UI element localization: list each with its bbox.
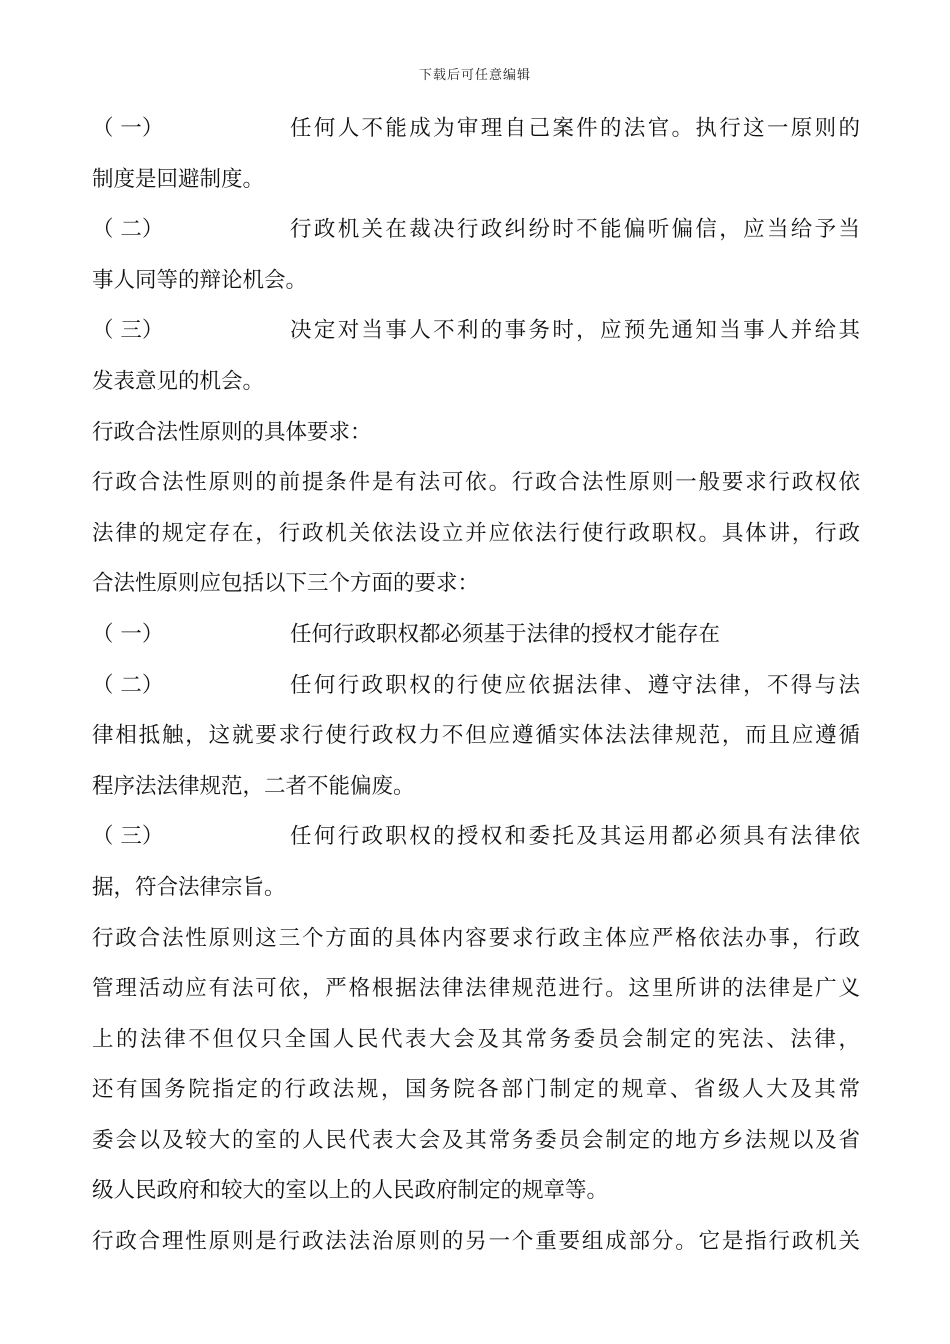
paragraph-text: 决定对当事人不利的事务时，应预先通知当事人并给其 — [290, 318, 860, 344]
paragraph-line: 级人民政府和较大的室以上的人民政府制定的规章等。 — [92, 1178, 609, 1204]
paragraph-line: 发表意见的机会。 — [92, 368, 265, 394]
paragraph-line: 行政合法性原则这三个方面的具体内容要求行政主体应严格依法办事，行政 — [92, 925, 860, 951]
paragraph-text: 任何行政职权的行使应依据法律、遵守法律，不得与法 — [290, 672, 860, 698]
paragraph-line: 管理活动应有法可依，严格根据法律法律规范进行。这里所讲的法律是广义 — [92, 976, 860, 1002]
page-header: 下载后可任意编辑 — [418, 68, 531, 83]
paragraph-line: 法律的规定存在，行政机关依法设立并应依法行使行政职权。具体讲，行政 — [92, 520, 860, 546]
paragraph-line: 制度是回避制度。 — [92, 166, 265, 192]
list-item-line — [92, 104, 860, 155]
paragraph-line: 上的法律不但仅只全国人民代表大会及其常务委员会制定的宪法、法律， — [92, 1026, 860, 1052]
list-marker: （ 二） — [92, 217, 164, 243]
paragraph-line: 程序法法律规范，二者不能偏废。 — [92, 773, 415, 799]
paragraph-text: 任何行政职权都必须基于法律的授权才能存在 — [290, 621, 721, 647]
paragraph-line: 行政合法性原则的具体要求： — [92, 419, 372, 445]
paragraph-line: 还有国务院指定的行政法规，国务院各部门制定的规章、省级人大及其常 — [92, 1077, 860, 1103]
list-item-line — [92, 306, 860, 357]
paragraph-text: 任何人不能成为审理自己案件的法官。执行这一原则的 — [290, 116, 860, 141]
list-marker: （ 三） — [92, 824, 164, 850]
list-item-line — [92, 205, 860, 256]
list-item-line — [92, 610, 860, 661]
paragraph-text: 行政机关在裁决行政纠纷时不能偏听偏信，应当给予当 — [290, 217, 860, 243]
list-marker: （ 二） — [92, 672, 164, 698]
list-marker: （ 一） — [92, 621, 164, 647]
list-marker: （ 一） — [92, 116, 164, 141]
paragraph-line: 行政合法性原则的前提条件是有法可依。行政合法性原则一般要求行政权依 — [92, 470, 860, 496]
paragraph-line: 行政合理性原则是行政法法治原则的另一个重要组成部分。它是指行政机关 — [92, 1229, 860, 1255]
list-item-line — [92, 812, 860, 863]
paragraph-line: 律相抵触，这就要求行使行政权力不但应遵循实体法法律规范，而且应遵循 — [92, 723, 860, 749]
paragraph-text: 任何行政职权的授权和委托及其运用都必须具有法律依 — [290, 824, 860, 850]
paragraph-line: 委会以及较大的室的人民代表大会及其常务委员会制定的地方乡法规以及省 — [92, 1127, 860, 1153]
list-item-line — [92, 661, 860, 712]
document-body — [92, 104, 860, 1268]
paragraph-line: 事人同等的辩论机会。 — [92, 267, 308, 293]
paragraph-line: 据，符合法律宗旨。 — [92, 874, 286, 900]
paragraph-line: 合法性原则应包括以下三个方面的要求： — [92, 571, 480, 597]
list-marker: （ 三） — [92, 318, 164, 344]
